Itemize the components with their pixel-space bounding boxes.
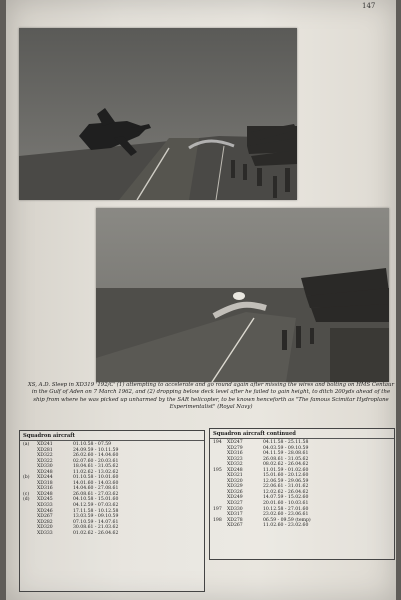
squadron-cell — [23, 531, 37, 537]
dates-cell: 10.12.58 - 27.01.60 — [263, 506, 309, 512]
dates-cell: 23.02.60 - 23.06.61 — [263, 512, 309, 518]
table-title: Squadron aircraft continued — [210, 429, 394, 439]
photo-aircraft-ditching — [96, 208, 389, 382]
dates-cell: 26.08.61 - 27.03.62 — [73, 491, 119, 497]
dates-cell: 04.11.59 - 28.08.61 — [263, 451, 309, 457]
serial-cell: XD316 — [37, 486, 53, 492]
dates-cell: 17.11.58 - 10.12.58 — [73, 508, 119, 514]
squadron-cell: (d) — [23, 497, 30, 503]
dates-cell: 11.01.59 - 01.02.60 — [263, 467, 309, 473]
dates-cell: 18.04.61 - 31.05.62 — [73, 464, 119, 470]
serial-cell: XD329 — [227, 484, 243, 490]
squadron-aircraft-table — [19, 430, 205, 592]
dates-cell: 11.02.60 - 23.02.60 — [263, 523, 309, 529]
dates-cell: 24.09.59 - 10.11.59 — [73, 447, 119, 453]
serial-cell: XD322 — [37, 453, 53, 459]
dates-cell: 14.01.60 - 14.03.60 — [73, 480, 119, 486]
dates-cell: 06.59 - 09.59 (temp) — [263, 517, 311, 523]
serial-cell: XD333 — [37, 530, 53, 536]
dates-cell: 04.10.58 - 15.01.60 — [73, 497, 119, 503]
serial-cell: XD247 — [227, 440, 243, 445]
serial-cell: XD326 — [227, 489, 243, 495]
serial-cell: XD327 — [227, 501, 243, 507]
squadron-cell: 197 — [213, 506, 222, 512]
serial-cell: XD322 — [37, 458, 53, 464]
serial-cell: XD318 — [37, 480, 53, 486]
serial-cell: XD332 — [227, 462, 243, 468]
serial-cell: XD282 — [37, 519, 53, 525]
dates-cell: 04.11.58 - 25.11.58 — [263, 440, 309, 445]
squadron-cell: (c) — [23, 491, 30, 497]
page-number: 147 — [362, 2, 376, 10]
serial-cell: XD330 — [37, 464, 53, 470]
serial-cell: XD330 — [227, 506, 243, 512]
dates-cell: 07.10.59 - 14.07.61 — [73, 519, 119, 525]
book-page — [6, 0, 396, 600]
photo-carrier-go-around — [19, 28, 297, 200]
serial-cell: XD320 — [37, 525, 53, 531]
serial-cell: XD323 — [227, 456, 243, 462]
dates-cell: 20.01.60 - 10.03.61 — [263, 501, 309, 507]
dates-cell: 13.03.59 - 09.10.59 — [73, 514, 119, 520]
serial-cell: XD320 — [227, 478, 243, 484]
dates-cell: 30.08.61 - 21.03.62 — [73, 525, 119, 531]
dates-cell: 01.10.58 - 07.59 — [73, 442, 112, 447]
dates-cell: 08.02.62 - 26.04.62 — [263, 462, 309, 468]
squadron-cell: 194 — [213, 440, 222, 445]
serial-cell: XD278 — [227, 517, 243, 523]
dates-cell: 01.02.62 - 26.04.62 — [73, 530, 119, 536]
serial-cell: XD316 — [227, 451, 243, 457]
table-rows — [20, 441, 204, 536]
serial-cell: XD241 — [37, 442, 53, 447]
dates-cell: 15.01.60 - 20.12.60 — [263, 473, 309, 479]
dates-cell: 26.02.60 - 14.04.60 — [73, 453, 119, 459]
squadron-cell: (b) — [23, 475, 30, 481]
serial-cell: XD317 — [227, 512, 243, 518]
serial-cell: XD281 — [37, 447, 53, 453]
serial-cell: XD248 — [37, 469, 53, 475]
serial-cell: XD279 — [227, 445, 243, 451]
dates-cell: 12.02.62 - 26.04.62 — [263, 489, 309, 495]
table-row — [23, 531, 201, 537]
dates-cell: 02.07.60 - 20.03.61 — [73, 458, 119, 464]
serial-cell: XD244 — [37, 475, 53, 481]
photo-caption: XS, A.D. Sleep in XD319 '192/C' (1) attempting to accelerate and go round again after missing the wires and bolting on HMS Centaur in the Gulf of Aden on 7 March 1962, and (2) dropping below deck level after he failed to gain height, to ditch 200yds ahead of the ship from where he was picked up unharmed by the SAR helicopter, to be known henceforth as "The famous Scimitar Hydroplane Experimentalist" (Royal Navy) — [27, 382, 395, 411]
table-row — [213, 523, 391, 529]
serial-cell: XD248 — [227, 467, 243, 473]
serial-cell: XD333 — [37, 503, 53, 509]
dates-cell: 22.06.61 - 31.01.62 — [263, 484, 309, 490]
dates-cell: 04.12.59 - 07.03.62 — [73, 503, 119, 509]
dates-cell: 14.07.59 - 15.02.60 — [263, 495, 309, 501]
serial-cell: XD321 — [227, 473, 243, 479]
table-rows — [210, 439, 394, 529]
dates-cell: 12.06.59 - 29.06.59 — [263, 478, 309, 484]
squadron-cell: 195 — [213, 467, 222, 473]
dates-cell: 26.08.61 - 31.05.62 — [263, 456, 309, 462]
squadron-cell — [213, 523, 227, 529]
serial-cell: XD248 — [37, 491, 53, 497]
dates-cell: 11.02.62 - 13.02.62 — [73, 469, 119, 475]
dates-cell: 01.10.58 - 10.01.60 — [73, 475, 119, 481]
serial-cell: XD246 — [37, 508, 53, 514]
serial-cell: XD267 — [37, 514, 53, 520]
squadron-aircraft-continued-table — [209, 428, 395, 560]
dates-cell: 14.04.60 - 27.08.61 — [73, 486, 119, 492]
serial-cell: XD245 — [37, 497, 53, 503]
squadron-cell: (a) — [23, 442, 30, 447]
table-title: Squadron aircraft — [20, 431, 204, 441]
squadron-cell: 198 — [213, 517, 222, 523]
serial-cell: XD249 — [227, 495, 243, 501]
dates-cell: 04.03.59 - 09.10.59 — [263, 445, 309, 451]
serial-cell: XD267 — [227, 523, 243, 529]
